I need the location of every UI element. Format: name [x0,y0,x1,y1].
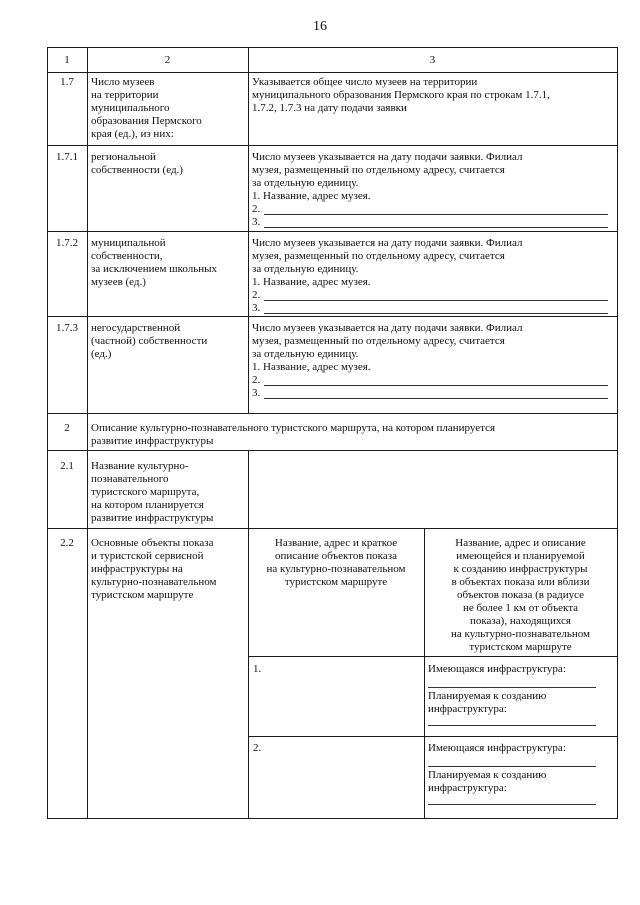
table-border-horizontal [47,316,618,317]
fill-in-line-2 [264,214,608,215]
row-name: (частной) собственности [91,335,208,347]
row-description: Число музеев указывается на дату подачи заявки. Филиал [252,322,523,334]
table-border-horizontal [47,528,618,529]
objects-column-header: Название, адрес и краткое [274,537,398,549]
row-name: инфраструктуры на [91,563,183,575]
section-number: 2 [64,422,70,434]
row-description: 1. Название, адрес музея. [252,190,371,202]
row-name: туристского маршрута, [91,486,200,498]
row-description: за отдельную единицу. [252,177,359,189]
row-name: на котором планируется [91,499,204,511]
row-name: и туристской сервисной [91,550,204,562]
planned-fill-line [428,725,596,726]
row-description: 3. [252,387,261,399]
infrastructure-column-header: имеющейся и планируемой [456,550,585,562]
row-name: собственности (ед.) [91,164,183,176]
row-description: 3. [252,302,261,314]
row-name: собственности, [91,250,163,262]
row-description: за отдельную единицу. [252,263,359,275]
row-description: 2. [252,289,261,301]
header-col-3: 3 [429,54,436,66]
row-description: 1. Название, адрес музея. [252,361,371,373]
infrastructure-column-header: на культурно-познавательном [450,628,590,640]
table-border-horizontal [47,818,618,819]
fill-in-line-3 [264,313,608,314]
infrastructure-column-header: показа), находящихся [469,615,571,627]
row-description: 3. [252,216,261,228]
row-number: 2.2 [60,537,74,549]
table-border-vertical [87,47,88,819]
row-number: 1.7 [60,76,74,88]
row-name: (ед.) [91,348,112,360]
table-border-vertical [617,47,618,819]
table-border-horizontal [47,72,618,73]
fill-in-line-2 [264,385,608,386]
planned-fill-line [428,804,596,805]
row-name: образования Пермского [91,115,202,127]
table-border-horizontal [47,413,618,414]
existing-fill-line [428,687,596,688]
row-name: культурно-познавательном [91,576,217,588]
row-description: 2. [252,203,261,215]
row-description: 1. Название, адрес музея. [252,276,371,288]
infrastructure-column-header: к созданию инфраструктуры [453,563,588,575]
row-description: Число музеев указывается на дату подачи заявки. Филиал [252,151,523,163]
table-border-horizontal [47,47,618,48]
row-description: 1.7.2, 1.7.3 на дату подачи заявки [252,102,407,114]
header-col-2: 2 [164,54,171,66]
row-description: музея, размещенный по отдельному адресу, считается [252,250,505,262]
row-name: края (ед.), из них: [91,128,174,140]
fill-in-line-3 [264,398,608,399]
row-name: Число музеев [91,76,155,88]
row-name: негосударственной [91,322,181,334]
infrastructure-column-header: не более 1 км от объекта [462,602,579,614]
row-description: 2. [252,374,261,386]
planned-infrastructure-label: инфраструктура: [428,782,507,794]
row-name: развитие инфраструктуры [91,512,214,524]
fill-in-line-2 [264,300,608,301]
row-name: туристском маршруте [91,589,194,601]
row-name: познавательного [91,473,169,485]
row-number: 1.7.3 [56,322,78,334]
row-name: Название культурно- [91,460,189,472]
table-border-horizontal [248,656,618,657]
entry-number: 2. [253,742,262,754]
infrastructure-column-header: Название, адрес и описание [455,537,586,549]
row-description: за отдельную единицу. [252,348,359,360]
row-description: Указывается общее число музеев на территории [252,76,478,88]
fill-in-line-3 [264,227,608,228]
row-name: музеев (ед.) [91,276,146,288]
table-border-horizontal [47,145,618,146]
existing-infrastructure-label: Имеющаяся инфраструктура: [428,742,566,754]
row-description: музея, размещенный по отдельному адресу, считается [252,335,505,347]
objects-column-header: на культурно-познавательном [266,563,406,575]
infrastructure-column-header: объектов показа (в радиусе [457,589,584,601]
existing-fill-line [428,766,596,767]
table-border-horizontal [47,231,618,232]
row-description: муниципального образования Пермского края по строкам 1.7.1, [252,89,550,101]
entry-number: 1. [253,663,262,675]
planned-infrastructure-label: Планируемая к созданию [428,690,547,702]
infrastructure-column-header: туристском маршруте [469,641,572,653]
row-name: региональной [91,151,156,163]
row-description: музея, размещенный по отдельному адресу, считается [252,164,505,176]
table-border-vertical [248,47,249,414]
infrastructure-column-header: в объектах показа или вблизи [451,576,590,588]
section-title: развитие инфраструктуры [91,435,214,447]
row-number: 1.7.2 [56,237,78,249]
header-col-1: 1 [64,54,70,66]
row-number: 2.1 [60,460,74,472]
row-number: 1.7.1 [56,151,78,163]
row-name: за исключением школьных [91,263,218,275]
row-name: Основные объекты показа [91,537,214,549]
row-name: муниципального [91,102,170,114]
row-name: муниципальной [91,237,166,249]
objects-column-header: описание объектов показа [275,550,397,562]
objects-column-header: туристском маршруте [284,576,388,588]
table-border-vertical [248,450,249,819]
planned-infrastructure-label: инфраструктура: [428,703,507,715]
table-border-horizontal [47,450,618,451]
section-title: Описание культурно-познавательного туристского маршрута, на котором планируется [91,422,496,434]
planned-infrastructure-label: Планируемая к созданию [428,769,547,781]
existing-infrastructure-label: Имеющаяся инфраструктура: [428,663,566,675]
row-description: Число музеев указывается на дату подачи заявки. Филиал [252,237,523,249]
page-number: 16 [313,19,327,34]
table-border-horizontal [248,736,618,737]
row-name: на территории [91,89,159,101]
